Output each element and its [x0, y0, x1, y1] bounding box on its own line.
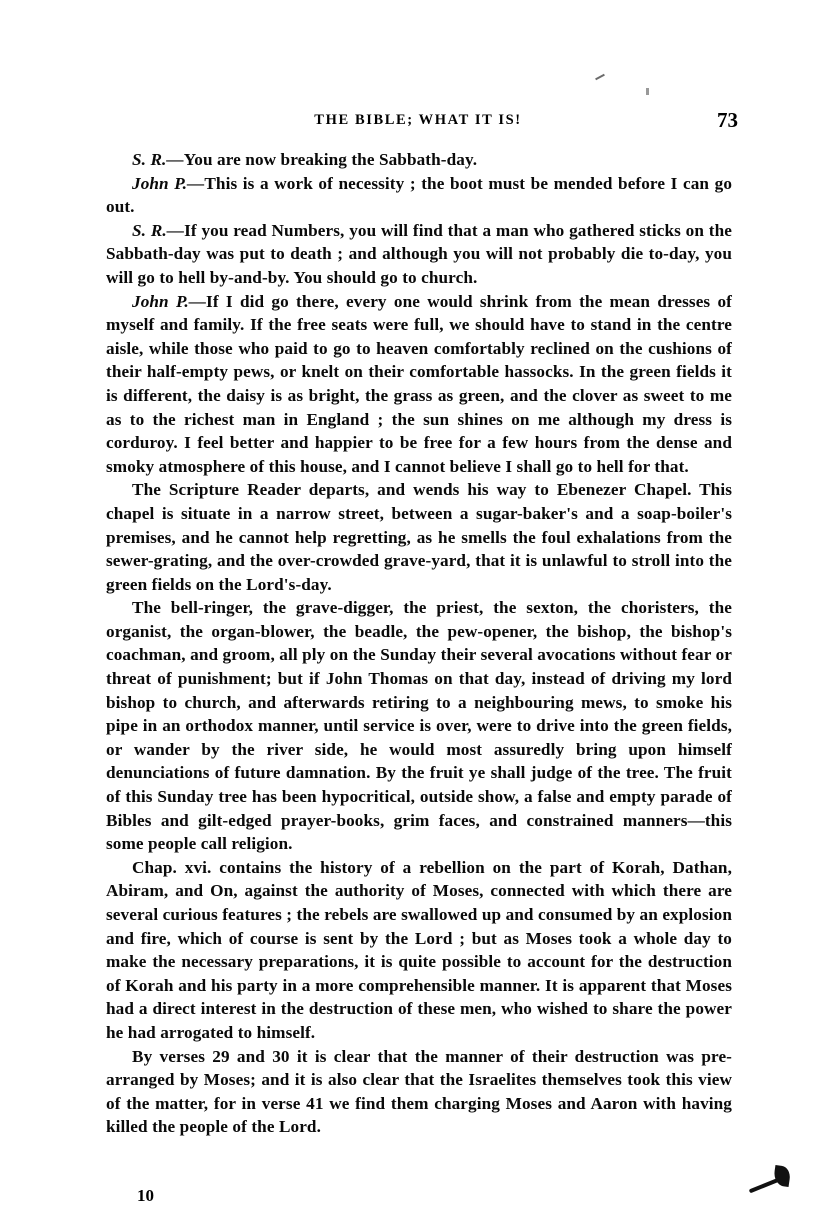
paragraph-text: By verses 29 and 30 it is clear that the manner of their destruction was pre-arranged by Moses; and it is also clear that the Israelites themselves took this view of the matter, for in verse 41 we find them charging Moses and Aaron with having killed the people of the Lord. — [106, 1046, 732, 1137]
paragraph — [106, 219, 732, 290]
paragraph — [106, 148, 732, 172]
paragraph-text: If you read Numbers, you will find that a man who gathered sticks on the Sabbath-day was put to death ; and although you will not probably die to-day, you will go to hell by-and-by. You should go to church. — [106, 220, 733, 287]
page-number: 73 — [717, 108, 738, 132]
paragraph — [106, 478, 732, 596]
signature-mark: 10 — [137, 1186, 154, 1205]
page-corner-smudge-icon — [748, 1164, 794, 1192]
paragraph-text: The bell-ringer, the grave-digger, the priest, the sexton, the choristers, the organist, the organ-blower, the beadle, the pew-opener, the bishop, the bishop's coachman, and groom, all ply on the Sunday their several avocations without fear or threat of punishment; but if John Thomas on that day, instead of driving my lord bishop to church, and afterwards retiring to a neighbouring mews, to smoke his pipe in an orthodox manner, until service is over, were to drive into the green fields, or wander by the river side, he would most assuredly bring upon himself denunciations of future damnation. By the fruit ye shall judge of the tree. The fruit of this Sunday tree has been hypocritical, outside show, a false and empty parade of Bibles and gilt-edged prayer-books, grim faces, and constrained manners—this some people call religion. — [106, 598, 732, 854]
speaker-label: S. R.— — [132, 220, 185, 240]
paragraph-text: You are now breaking the Sabbath-day. — [183, 150, 478, 169]
paragraph — [106, 290, 732, 479]
speaker-label: John P.— — [132, 173, 205, 193]
paragraph-text: If I did go there, every one would shrink from the mean dresses of myself and family. If the free seats were full, we should have to stand in the centre aisle, while those who paid to go to heaven comfortably reclined on the cushions of their half-empty pews, or knelt on their comfortable hassocks. In the green fields it is different, the daisy is as bright, the grass as green, and the clover as sweet to me as to the richest man in England ; the sun shines on me although my dress is corduroy. I feel better and happier to be free for a few hours from the dense and smoky atmosphere of this house, and I cannot believe I shall go to hell for that. — [106, 291, 732, 476]
paragraph — [106, 856, 732, 1045]
paragraph — [106, 596, 732, 856]
ink-speck-icon — [646, 88, 649, 95]
paragraph-text: This is a work of necessity ; the boot must be mended before I can go out. — [106, 173, 733, 217]
paragraph — [106, 172, 732, 219]
body-text — [106, 148, 732, 1139]
paragraph-text: Chap. xvi. contains the history of a rebellion on the part of Korah, Dathan, Abiram, and On, against the authority of Moses, connected with which there are several curious features ; the rebels are swallowed up and consumed by an explosion and fire, which of course is sent by the Lord ; but as Moses took a whole day to make the necessary preparations, it is quite possible to account for the destruction of Korah and his party in a more comprehensible manner. It is apparent that Moses had a direct interest in the destruction of these men, who wished to share the power he had arrogated to himself. — [106, 857, 732, 1042]
page-header — [0, 108, 836, 134]
paragraph-text: The Scripture Reader departs, and wends his way to Ebenezer Chapel. This chapel is situate in a narrow street, between a sugar-baker's and a soap-boiler's premises, and he cannot help regretting, as he smells the foul exhalations from the sewer-grating, and the over-crowded grave-yard, that it is unlawful to stroll into the green fields on the Lord's-day. — [106, 480, 732, 594]
paragraph — [106, 1045, 732, 1139]
speaker-label: S. R.— — [132, 150, 184, 169]
speaker-label: John P.— — [132, 291, 207, 311]
running-head: THE BIBLE; WHAT IT IS! — [314, 112, 522, 128]
ink-speck-icon — [595, 74, 605, 80]
